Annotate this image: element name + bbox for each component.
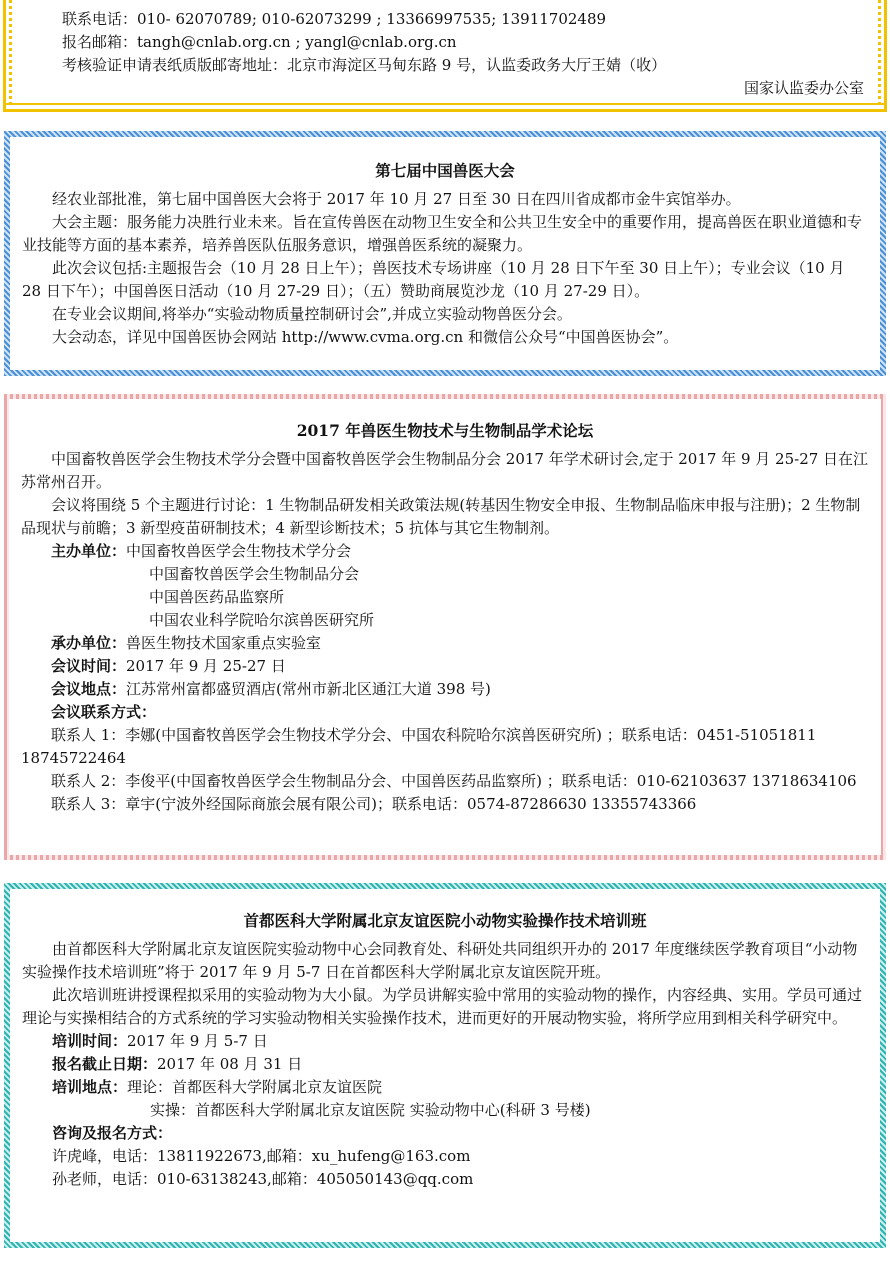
contact-label-line — [21, 701, 869, 724]
deadline: 2017 年 08 月 31 日 — [157, 1055, 303, 1073]
mailing-address: 考核验证申请表纸质版邮寄地址：北京市海淀区马甸东路 9 号，认监委政务大厅王婧（收） — [62, 56, 667, 74]
training-time-line — [22, 1030, 868, 1053]
contact-person: 孙老师，电话：010-63138243,邮箱：405050143@qq.com — [52, 1170, 474, 1188]
section-title: 第七届中国兽医大会 — [375, 161, 515, 180]
contact-person: 许虎峰，电话：13811922673,邮箱：xu_hufeng@163.com — [52, 1147, 471, 1165]
host-label: 承办单位： — [51, 634, 127, 652]
training-place-line — [22, 1076, 868, 1099]
notice-box-vet-congress — [4, 131, 886, 376]
contact-label: 会议联系方式： — [51, 703, 157, 721]
contact-email: 报名邮箱：tangh@cnlab.org.cn ; yangl@cnlab.org.cn — [62, 33, 457, 51]
organizer: 中国畜牧兽医学会生物制品分会 — [149, 565, 360, 583]
paragraph: 此次会议包括:主题报告会（10 月 28 日上午）；兽医技术专场讲座（10 月 28 日下午至 30 日上午）；专业会议（10 月 28 日下午）；中国兽医日活动（10 月 27-29 日）；（五）赞助商展览沙龙（10 月 27-29 日）。 — [22, 259, 845, 300]
host: 兽医生物技术国家重点实验室 — [126, 634, 322, 652]
time-label: 会议时间： — [51, 657, 127, 675]
time: 2017 年 9 月 25-27 日 — [126, 657, 286, 675]
contact-person: 联系人 1：李娜(中国畜牧兽医学会生物技术学分会、中国农科院哈尔滨兽医研究所) ；联系电话：0451-51051811 18745722464 — [21, 726, 817, 767]
place-line — [21, 678, 869, 701]
organizer: 中国农业科学院哈尔滨兽医研究所 — [149, 611, 375, 629]
paragraph: 在专业会议期间,将举办“实验动物质量控制研讨会”,并成立实验动物兽医分会。 — [52, 305, 572, 323]
organizer: 中国畜牧兽医学会生物技术学分会 — [126, 542, 352, 560]
section-title: 首都医科大学附属北京友谊医院小动物实验操作技术培训班 — [243, 911, 647, 930]
contact-label: 咨询及报名方式： — [52, 1124, 173, 1142]
paragraph: 会议将围绕 5 个主题进行讨论：1 生物制品研发相关政策法规(转基因生物安全申报、生物制品临床申报与注册)；2 生物制品现状与前瞻；3 新型疫苗研制技术；4 新型诊断技术；5 抗体与其它生物制剂。 — [21, 496, 861, 537]
training-place-practice: 实操：首都医科大学附属北京友谊医院 实验动物中心(科研 3 号楼) — [150, 1101, 591, 1119]
training-time-label: 培训时间： — [52, 1032, 128, 1050]
paragraph: 大会动态，详见中国兽医协会网站 http://www.cvma.org.cn 和微信公众号“中国兽医协会”。 — [52, 328, 679, 346]
contact-phone: 联系电话：010- 62070789; 010-62073299 ; 13366997535; 13911702489 — [62, 10, 607, 28]
host-line — [21, 632, 869, 655]
organizer-line — [21, 540, 869, 563]
place: 江苏常州富都盛贸酒店(常州市新北区通江大道 398 号) — [126, 680, 491, 698]
training-place-label: 培训地点： — [52, 1078, 128, 1096]
notice-box-training-course — [4, 883, 886, 1248]
paragraph: 中国畜牧兽医学会生物技术学分会暨中国畜牧兽医学会生物制品分会 2017 年学术研讨会,定于 2017 年 9 月 25-27 日在江苏常州召开。 — [21, 450, 869, 491]
notice-box-biotech-forum — [4, 394, 886, 860]
notice-box-certification — [3, 0, 887, 112]
organizer-label: 主办单位： — [51, 542, 127, 560]
paragraph: 经农业部批准，第七届中国兽医大会将于 2017 年 10 月 27 日至 30 日在四川省成都市金牛宾馆举办。 — [52, 190, 741, 208]
paragraph: 由首都医科大学附属北京友谊医院实验动物中心会同教育处、科研处共同组织开办的 2017 年度继续医学教育项目“小动物实验操作技术培训班”将于 2017 年 9 月 5-7 日在首都医科大学附属北京友谊医院开班。 — [22, 940, 858, 981]
contact-person: 联系人 2：李俊平(中国畜牧兽医学会生物制品分会、中国兽医药品监察所) ；联系电话：010-62103637 13718634106 — [51, 772, 857, 790]
training-time: 2017 年 9 月 5-7 日 — [127, 1032, 268, 1050]
training-place-theory: 理论：首都医科大学附属北京友谊医院 — [127, 1078, 383, 1096]
issuer-signature: 国家认监委办公室 — [743, 79, 864, 97]
place-label: 会议地点： — [51, 680, 127, 698]
contact-person: 联系人 3：章宇(宁波外经国际商旅会展有限公司)；联系电话：0574-87286630 13355743366 — [51, 795, 697, 813]
contact-label-line — [22, 1122, 868, 1145]
deadline-label: 报名截止日期： — [52, 1055, 158, 1073]
paragraph: 大会主题：服务能力决胜行业未来。旨在宣传兽医在动物卫生安全和公共卫生安全中的重要作用，提高兽医在职业道德和专业技能等方面的基本素养，培养兽医队伍服务意识，增强兽医系统的凝聚力。 — [22, 213, 863, 254]
paragraph: 此次培训班讲授课程拟采用的实验动物为大小鼠。为学员讲解实验中常用的实验动物的操作，内容经典、实用。学员可通过理论与实操相结合的方式系统的学习实验动物相关实验操作技术，进而更好的开展动物实验，将所学应用到相关科学研究中。 — [22, 986, 863, 1027]
section-title: 2017 年兽医生物技术与生物制品学术论坛 — [296, 421, 594, 440]
time-line — [21, 655, 869, 678]
deadline-line — [22, 1053, 868, 1076]
organizer: 中国兽医药品监察所 — [149, 588, 285, 606]
